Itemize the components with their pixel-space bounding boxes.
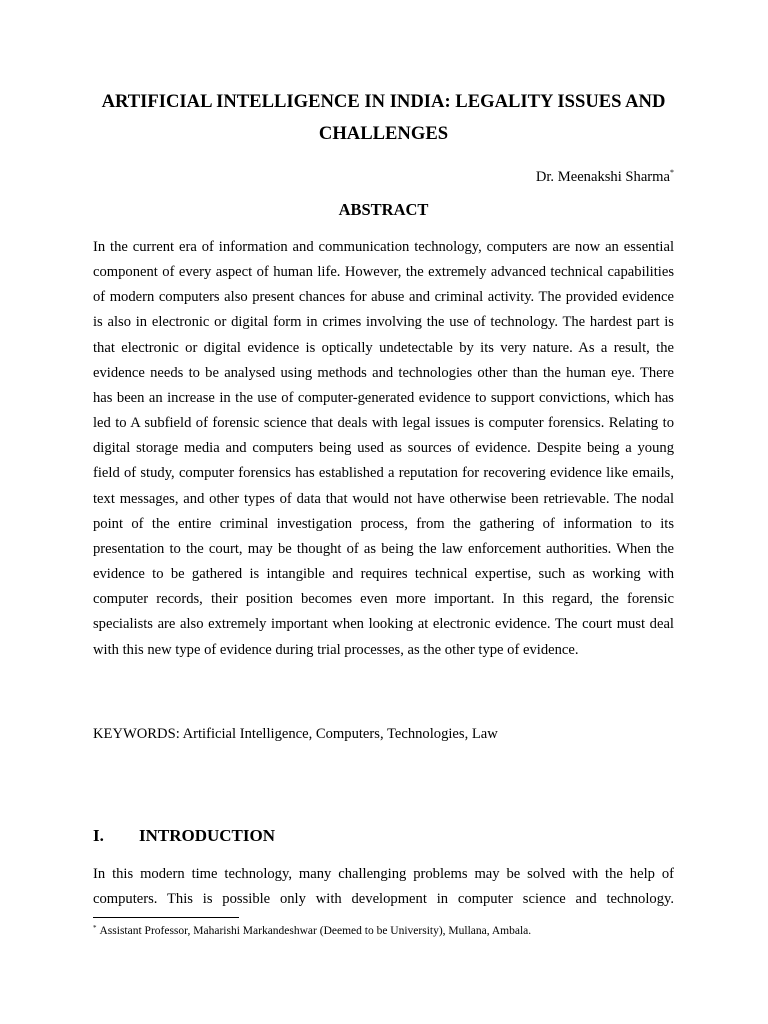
section-heading-introduction	[93, 825, 674, 847]
footnote	[93, 920, 674, 939]
abstract-body: In the current era of information and communication technology, computers are now an essential component of every aspect of human life. However, the extremely advanced technical capabilities of modern computers also present chances for abuse and criminal activity. The provided evidence is also in electronic or digital form in crimes involving the use of technology. The hardest part is that electronic or digital evidence is optically undetectable by its very nature. As a result, the evidence needs to be analysed using methods and technologies other than the human eye. There has been an increase in the use of computer-generated evidence to support convictions, which has led to A subfield of forensic science that deals with legal issues is computer forensics. Relating to digital storage media and computers being used as sources of evidence. Despite being a young field of study, computer forensics has established a reputation for recovering evidence like emails, text messages, and other types of data that would not have otherwise been retrievable. The nodal point of the entire criminal investigation process, from the gathering of information to its presentation to the court, may be thought of as being the law enforcement authorities. When the evidence to be gathered is intangible and requires technical expertise, such as working with computer records, their position becomes even more important. In this regard, the forensic specialists are also extremely important when looking at electronic evidence. The court must deal with this new type of evidence during trial processes, as the other type of evidence.	[93, 239, 674, 658]
introduction-body: In this modern time technology, many challenging problems may be solved with the help of computers. This is possible only with development in computer science and technology.	[93, 866, 674, 907]
footnote-divider	[93, 917, 239, 918]
abstract-heading: ABSTRACT	[338, 200, 429, 219]
footnote-text: Assistant Professor, Maharishi Markandeshwar (Deemed to be University), Mullana, Ambala.	[99, 925, 532, 937]
footnote-marker: *	[93, 924, 97, 932]
author-line	[536, 163, 674, 187]
author-name: Dr. Meenakshi Sharma	[535, 169, 670, 185]
author-footnote-marker: *	[670, 168, 674, 177]
keywords-line: KEYWORDS: Artificial Intelligence, Computers, Technologies, Law	[93, 726, 498, 742]
section-title: INTRODUCTION	[139, 826, 276, 845]
section-number: I.	[93, 826, 104, 845]
paper-title: ARTIFICIAL INTELLIGENCE IN INDIA: LEGALITY ISSUES AND CHALLENGES	[101, 91, 666, 144]
